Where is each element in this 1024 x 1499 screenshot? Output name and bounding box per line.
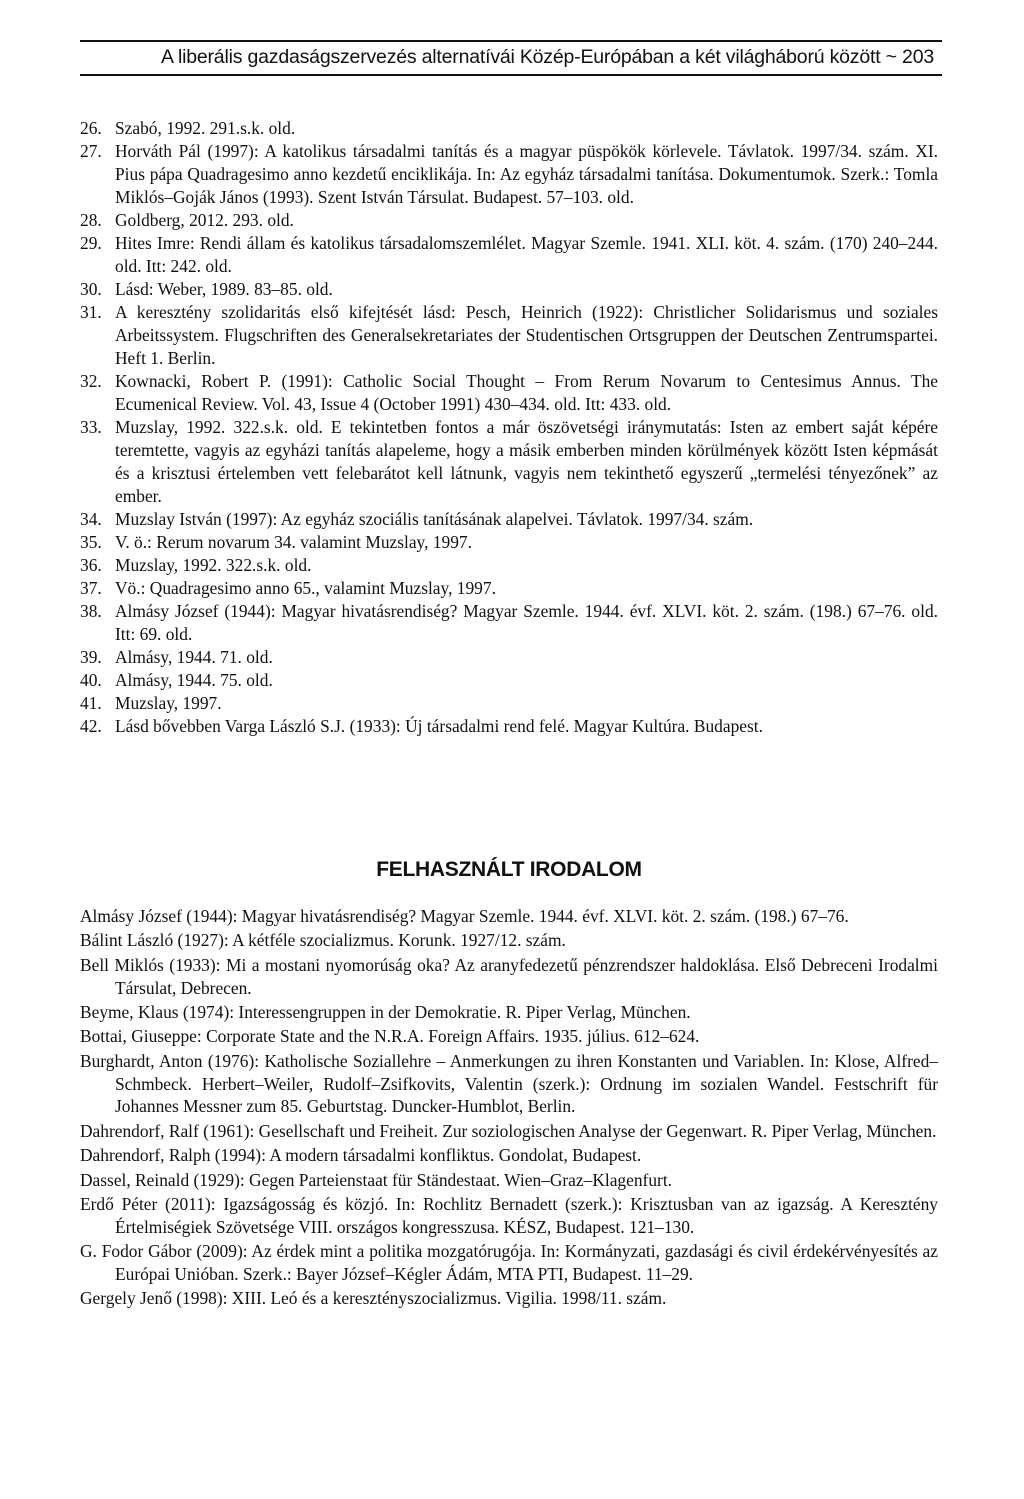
endnote-number: 41. <box>80 693 102 713</box>
endnote-number: 27. <box>80 141 102 161</box>
endnote <box>80 692 938 715</box>
endnote <box>80 715 938 738</box>
endnote-number: 31. <box>80 302 102 322</box>
endnote-number: 33. <box>80 417 102 437</box>
endnote-text: Almásy József (1944): Magyar hivatásrendiség? Magyar Szemle. 1944. évf. XLVI. köt. 2. szám. (198.) 67–76. old. Itt: 69. old. <box>115 601 938 644</box>
endnote <box>80 209 938 232</box>
bibliography-entry: G. Fodor Gábor (2009): Az érdek mint a politika mozgatórugója. In: Kormányzati, gazdasági és civil érdekérvényesítés az Európai Unióban. Szerk.: Bayer József–Kégler Ádám, MTA PTI, Budapest. 11–29. <box>80 1241 938 1284</box>
bibliography-entry: Dahrendorf, Ralph (1994): A modern társadalmi konfliktus. Gondolat, Budapest. <box>80 1145 642 1166</box>
endnotes-list <box>80 117 938 738</box>
endnote-number: 38. <box>80 601 102 621</box>
bibliography-list <box>80 905 938 1312</box>
endnote-text: Goldberg, 2012. 293. old. <box>115 210 294 230</box>
bibliography-entry: Bell Miklós (1933): Mi a mostani nyomorúság oka? Az aranyfedezetű pénzrendszer haldoklása. Első Debreceni Irodalmi Társulat, Debrecen. <box>80 954 938 998</box>
bibliography-entry: Dassel, Reinald (1929): Gegen Parteienstaat für Ständestaat. Wien–Graz–Klagenfurt. <box>80 1169 672 1190</box>
endnote-number: 36. <box>80 555 102 575</box>
endnote-text: Almásy, 1944. 75. old. <box>115 670 273 690</box>
bibliography-entry: Almásy József (1944): Magyar hivatásrendiség? Magyar Szemle. 1944. évf. XLVI. köt. 2. szám. (198.) 67–76. <box>80 906 849 926</box>
bibliography-entry: Bálint László (1927): A kétféle szocializmus. Korunk. 1927/12. szám. <box>80 930 566 951</box>
endnote-text: Szabó, 1992. 291.s.k. old. <box>115 118 296 138</box>
endnote-number: 40. <box>80 670 102 690</box>
endnote-text: Vö.: Quadragesimo anno 65., valamint Muzslay, 1997. <box>115 578 496 598</box>
endnote <box>80 508 938 531</box>
endnote-text: Muzslay, 1992. 322.s.k. old. E tekintetben fontos a már öszövetségi iránymutatás: Isten az embert saját képére teremtette, vagyis az egyházi tanítás alapeleme, hogy a másik emberben minden körülmények között Isten képmását és a krisztusi értelemben vett felebarátot kell látnunk, vagyis nem tekinthető egyszerű „termelési tényezőnek” az ember. <box>115 417 938 506</box>
endnote <box>80 416 938 508</box>
bibliography-title: FELHASZNÁLT IRODALOM <box>376 858 642 881</box>
endnote-text: A keresztény szolidaritás első kifejtését lásd: Pesch, Heinrich (1922): Christlicher Solidarismus und soziales Arbeitssystem. Flugschriften des Generalsekretariates der Studentischen Ortsgruppen der Deutschen Zentrumspartei. Heft 1. Berlin. <box>115 302 938 368</box>
endnote-text: Muzslay, 1992. 322.s.k. old. <box>115 555 312 575</box>
endnote-text: Lásd bővebben Varga László S.J. (1933): Új társadalmi rend felé. Magyar Kultúra. Budapest. <box>115 716 763 736</box>
endnote-text: Hites Imre: Rendi állam és katolikus társadalomszemlélet. Magyar Szemle. 1941. XLI. köt. 4. szám. (170) 240–244. old. Itt: 242. old. <box>115 233 938 276</box>
endnote-number: 28. <box>80 210 102 230</box>
bibliography-entry: Burghardt, Anton (1976): Katholische Soziallehre – Anmerkungen zu ihren Konstanten und Variablen. In: Klose, Alfred–Schmbeck. Herbert–Weiler, Rudolf–Zsifkovits, Valentin (szerk.): Ordnung im sozialen Wandel. Festschrift für Johannes Messner zum 85. Geburtstag. Duncker-Humblot, Berlin. <box>80 1050 938 1117</box>
endnote <box>80 278 938 301</box>
endnote <box>80 301 938 370</box>
endnote-number: 37. <box>80 578 102 598</box>
endnote-number: 29. <box>80 233 102 253</box>
endnote-text: Almásy, 1944. 71. old. <box>115 647 273 667</box>
endnote-number: 34. <box>80 509 102 529</box>
endnote <box>80 577 938 600</box>
endnote-number: 39. <box>80 647 102 667</box>
endnote-text: V. ö.: Rerum novarum 34. valamint Muzslay, 1997. <box>115 532 472 552</box>
running-header-text: A liberális gazdaságszervezés alternatívái Közép-Európában a két világháború között ~ 203 <box>161 46 934 68</box>
bibliography-entry: Gergely Jenő (1998): XIII. Leó és a keresztényszocializmus. Vigilia. 1998/11. szám. <box>80 1288 667 1309</box>
endnote-text: Horváth Pál (1997): A katolikus társadalmi tanítás és a magyar püspökök körlevele. Távlatok. 1997/34. szám. XI. Pius pápa Quadragesimo anno kezdetű enciklikája. In: Az egyház társadalmi tanítása. Dokumentumok. Szerk.: Tomla Miklós–Goják János (1993). Szent István Társulat. Budapest. 57–103. old. <box>115 141 938 207</box>
endnote-text: Lásd: Weber, 1989. 83–85. old. <box>115 279 333 299</box>
endnote-number: 30. <box>80 279 102 299</box>
endnote-text: Muzslay István (1997): Az egyház szociális tanításának alapelvei. Távlatok. 1997/34. szám. <box>115 509 754 529</box>
endnote-number: 26. <box>80 118 102 138</box>
endnote-number: 42. <box>80 716 102 736</box>
endnote-number: 35. <box>80 532 102 552</box>
endnote <box>80 554 938 577</box>
bibliography-entry: Bottai, Giuseppe: Corporate State and the N.R.A. Foreign Affairs. 1935. július. 612–624. <box>80 1026 700 1047</box>
endnote <box>80 117 938 140</box>
endnote <box>80 600 938 646</box>
endnote <box>80 370 938 416</box>
bibliography-entry: Dahrendorf, Ralf (1961): Gesellschaft und Freiheit. Zur soziologischen Analyse der Gegenwart. R. Piper Verlag, München. <box>80 1120 937 1141</box>
bibliography-entry: Beyme, Klaus (1974): Interessengruppen in der Demokratie. R. Piper Verlag, München. <box>80 1001 691 1022</box>
bibliography-entry: Erdő Péter (2011): Igazságosság és közjó. In: Rochlitz Bernadett (szerk.): Krisztusban van az igazság. A Keresztény Értelmiségiek Szövetsége VIII. országos kongresszusa. KÉSZ, Budapest. 121–130. <box>80 1193 938 1237</box>
endnote-text: Muzslay, 1997. <box>115 693 222 713</box>
endnote <box>80 646 938 669</box>
endnote <box>80 669 938 692</box>
endnote-number: 32. <box>80 371 102 391</box>
endnote <box>80 140 938 209</box>
endnote-text: Kownacki, Robert P. (1991): Catholic Social Thought – From Rerum Novarum to Centesimus Annus. The Ecumenical Review. Vol. 43, Issue 4 (October 1991) 430–434. old. Itt: 433. old. <box>115 371 938 414</box>
running-header <box>80 40 942 76</box>
endnote <box>80 232 938 278</box>
endnote <box>80 531 938 554</box>
